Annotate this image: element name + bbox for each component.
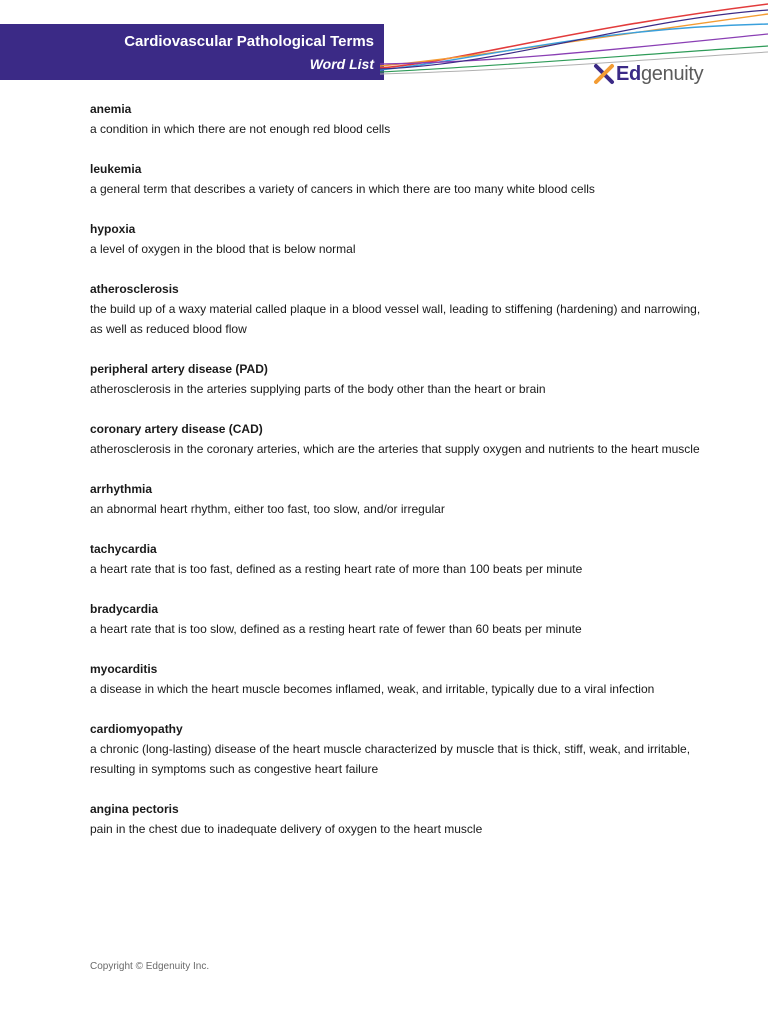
word-list — [90, 99, 710, 859]
term-name: angina pectoris — [90, 802, 179, 816]
term-name: anemia — [90, 102, 132, 116]
term-definition: atherosclerosis in the arteries supplying parts of the body other than the heart or brain — [90, 382, 546, 396]
term-name: bradycardia — [90, 602, 159, 616]
term-entry — [90, 419, 710, 459]
term-definition: pain in the chest due to inadequate delivery of oxygen to the heart muscle — [90, 822, 483, 836]
logo-wordmark-prefix: Ed — [616, 62, 641, 85]
term-name: leukemia — [90, 162, 142, 176]
term-entry — [90, 219, 710, 259]
document-subtitle: Word List — [309, 56, 374, 72]
term-definition: the build up of a waxy material called plaque in a blood vessel wall, leading to stiffening (hardening) and narrowing, as well as reduced blood flow — [90, 302, 701, 336]
logo-wordmark — [616, 63, 703, 86]
term-definition: a level of oxygen in the blood that is below normal — [90, 242, 356, 256]
edgenuity-logo — [593, 60, 703, 88]
term-name: atherosclerosis — [90, 282, 179, 296]
term-definition: a condition in which there are not enough red blood cells — [90, 122, 391, 136]
term-name: peripheral artery disease (PAD) — [90, 362, 268, 376]
term-definition: an abnormal heart rhythm, either too fast, too slow, and/or irregular — [90, 502, 445, 516]
term-definition: a heart rate that is too fast, defined as a resting heart rate of more than 100 beats per minute — [90, 562, 583, 576]
term-name: arrhythmia — [90, 482, 153, 496]
term-name: coronary artery disease (CAD) — [90, 422, 263, 436]
document-title: Cardiovascular Pathological Terms — [124, 33, 374, 50]
term-entry — [90, 599, 710, 639]
term-definition: a disease in which the heart muscle becomes inflamed, weak, and irritable, typically due to a viral infection — [90, 682, 655, 696]
term-entry — [90, 279, 710, 339]
term-entry — [90, 99, 710, 139]
term-definition: a chronic (long-lasting) disease of the heart muscle characterized by muscle that is thick, stiff, weak, and irritable, resulting in symptoms such as congestive heart failure — [90, 742, 691, 776]
copyright-notice: Copyright © Edgenuity Inc. — [90, 961, 210, 972]
term-definition: a general term that describes a variety of cancers in which there are too many white blood cells — [90, 182, 595, 196]
term-name: myocarditis — [90, 662, 158, 676]
term-entry — [90, 159, 710, 199]
term-entry — [90, 359, 710, 399]
term-entry — [90, 799, 710, 839]
edgenuity-x-icon — [593, 63, 615, 85]
term-name: hypoxia — [90, 222, 136, 236]
logo-wordmark-suffix: genuity — [640, 62, 704, 85]
term-name: cardiomyopathy — [90, 722, 183, 736]
decorative-swoosh-lines — [380, 0, 768, 90]
term-entry — [90, 719, 710, 779]
term-definition: atherosclerosis in the coronary arteries, which are the arteries that supply oxygen and nutrients to the heart muscle — [90, 442, 700, 456]
term-entry — [90, 659, 710, 699]
term-name: tachycardia — [90, 542, 157, 556]
term-definition: a heart rate that is too slow, defined as a resting heart rate of fewer than 60 beats per minute — [90, 622, 582, 636]
term-entry — [90, 479, 710, 519]
header-band — [0, 24, 384, 80]
term-entry — [90, 539, 710, 579]
